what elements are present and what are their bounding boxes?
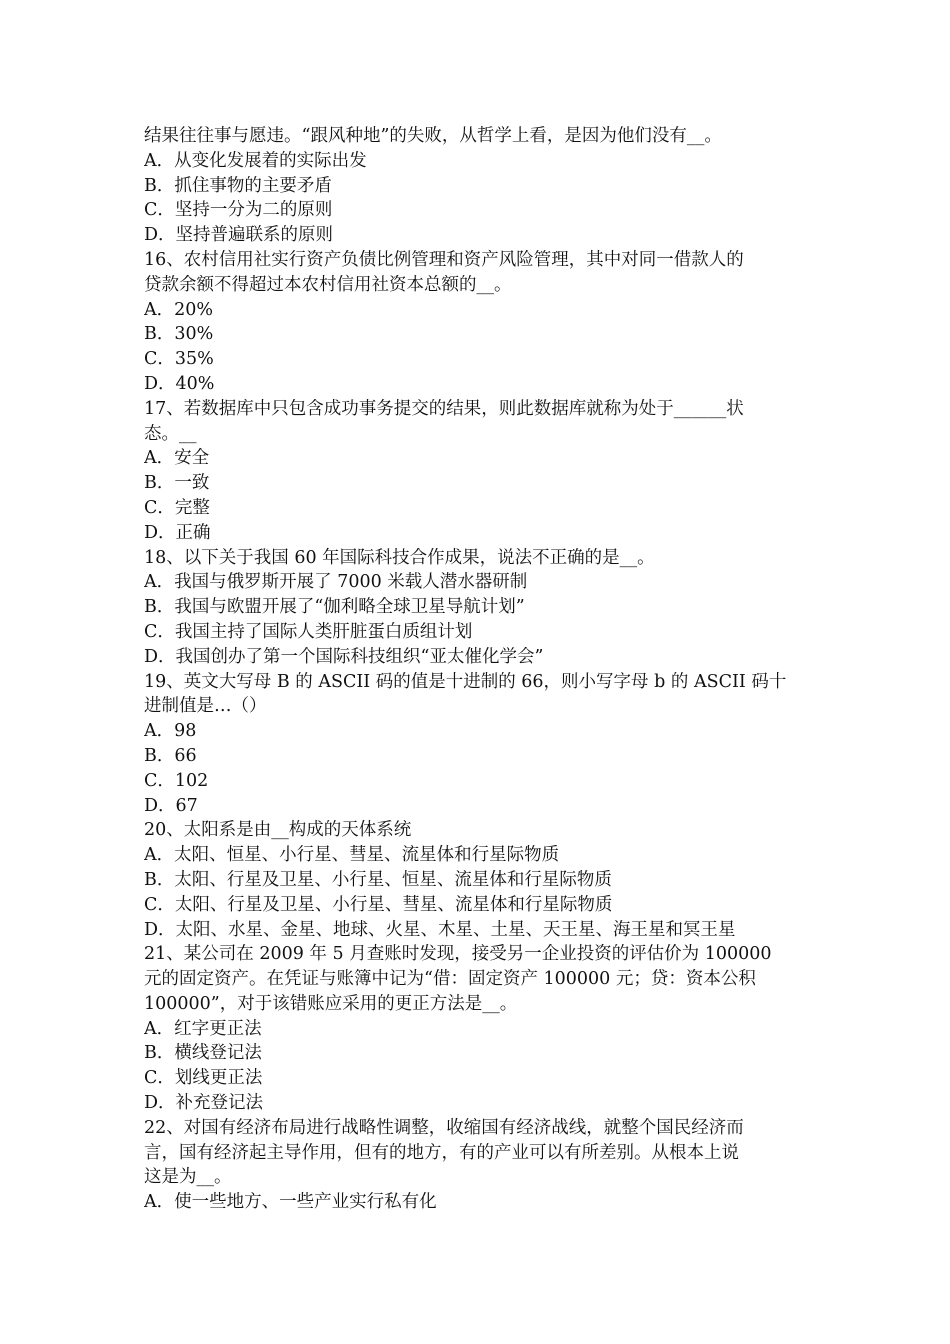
text-line: 贷款余额不得超过本农村信用社资本总额的__。: [144, 274, 512, 295]
text-line: 元的固定资产。在凭证与账簿中记为“借：固定资产 100000 元；贷：资本公积: [144, 969, 756, 990]
text-line: D．补充登记法: [144, 1093, 264, 1114]
text-line: B．一致: [144, 473, 210, 494]
text-line: 进制值是…（）: [144, 696, 267, 717]
text-line: 16、农村信用社实行资产负债比例管理和资产风险管理，其中对同一借款人的: [144, 249, 744, 270]
text-line: 结果往往事与愿违。“跟风种地”的失败，从哲学上看，是因为他们没有__。: [144, 126, 722, 146]
text-line: C．完整: [144, 497, 210, 518]
text-line: A．20%: [144, 299, 214, 320]
text-line: D．40%: [144, 373, 215, 394]
text-line: A．红字更正法: [144, 1018, 262, 1039]
text-line: B．30%: [144, 324, 214, 345]
text-line: C．我国主持了国际人类肝脏蛋白质组计划: [144, 621, 473, 642]
text-line: 20、太阳系是由__构成的天体系统: [144, 820, 412, 841]
text-line: C．102: [144, 770, 209, 791]
text-line: D．我国创办了第一个国际科技组织“亚太催化学会”: [144, 646, 544, 667]
text-line: 言，国有经济起主导作用，但有的地方，有的产业可以有所差别。从根本上说: [144, 1142, 739, 1163]
text-line: 21、某公司在 2009 年 5 月查账时发现，接受另一企业投资的评估价为 100000: [144, 944, 772, 965]
document-body: [144, 124, 808, 1215]
text-line: B．66: [144, 745, 197, 766]
text-line: 19、英文大写母 B 的 ASCII 码的值是十进制的 66，则小写字母 b 的 ASCII 码十: [144, 671, 787, 692]
text-line: B．横线登记法: [144, 1043, 262, 1064]
text-line: C．划线更正法: [144, 1068, 263, 1089]
text-line: A．使一些地方、一些产业实行私有化: [144, 1192, 437, 1213]
text-line: D．太阳、水星、金星、地球、火星、木星、土星、天王星、海王星和冥王星: [144, 919, 736, 940]
text-line: D．正确: [144, 522, 211, 543]
text-line: A．太阳、恒星、小行星、彗星、流星体和行星际物质: [144, 845, 560, 866]
text-line: 态。__: [144, 423, 197, 444]
text-line: D．坚持普遍联系的原则: [144, 225, 334, 246]
text-line: 这是为__。: [144, 1167, 232, 1188]
text-line: 18、以下关于我国 60 年国际科技合作成果，说法不正确的是__。: [144, 547, 655, 568]
text-line: A．从变化发展着的实际出发: [144, 150, 367, 171]
text-line: B．太阳、行星及卫星、小行星、恒星、流星体和行星际物质: [144, 869, 612, 890]
text-line: B．抓住事物的主要矛盾: [144, 175, 332, 196]
text-line: D．67: [144, 795, 198, 816]
text-line: 17、若数据库中只包含成功事务提交的结果，则此数据库就称为处于______状: [144, 398, 744, 419]
text-line: 22、对国有经济布局进行战略性调整，收缩国有经济战线，就整个国民经济而: [144, 1117, 744, 1138]
text-line: 100000”，对于该错账应采用的更正方法是__。: [144, 993, 518, 1014]
text-line: A．安全: [144, 448, 210, 469]
text-line: C．35%: [144, 349, 214, 370]
text-line: A．我国与俄罗斯开展了 7000 米载人潜水器研制: [144, 572, 528, 593]
text-line: B．我国与欧盟开展了“伽利略全球卫星导航计划”: [144, 597, 525, 618]
text-line: A．98: [144, 721, 197, 742]
text-line: C．太阳、行星及卫星、小行星、彗星、流星体和行星际物质: [144, 894, 613, 915]
text-line: C．坚持一分为二的原则: [144, 200, 333, 221]
